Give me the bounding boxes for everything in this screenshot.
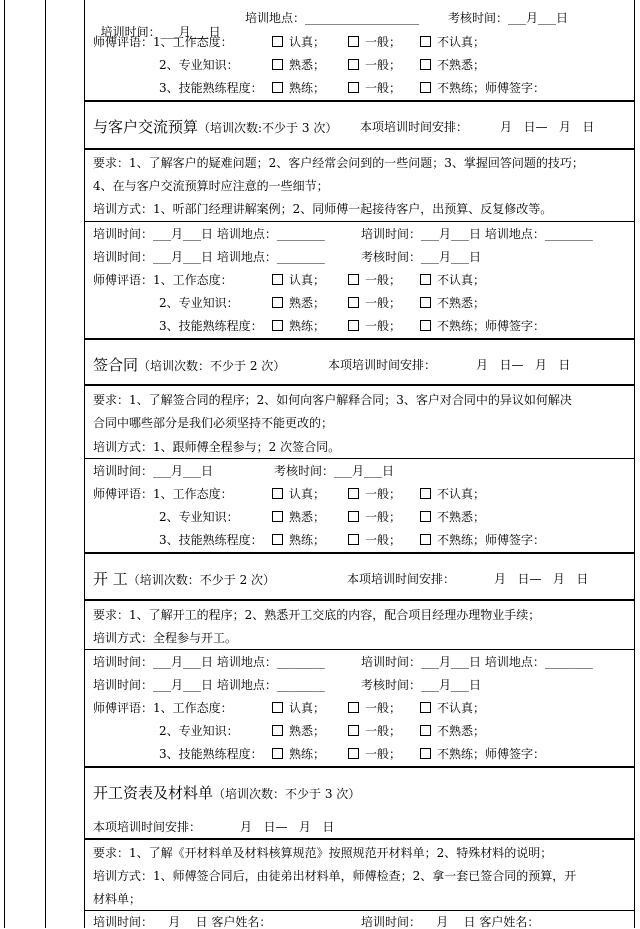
divider (84, 221, 634, 222)
opt: 一般； (365, 487, 402, 501)
s3-time-row-1b (361, 655, 593, 669)
text: 要求：1、了解开工的程序；2、熟悉开工交底的内容，配合项目经理办理物业手续； (93, 608, 541, 622)
text: 月 (171, 227, 184, 241)
blank: ___ (153, 464, 172, 478)
req-2a (93, 393, 572, 407)
s1-rating-3 (159, 319, 263, 333)
count-text: （培训次数：不少于 2 次） (127, 573, 276, 587)
checkbox[interactable] (272, 59, 283, 70)
rating-opt (272, 533, 325, 547)
rating-opt (272, 58, 325, 72)
checkbox[interactable] (420, 82, 431, 93)
blank: ___ (334, 464, 353, 478)
rating-opt (348, 701, 401, 715)
blank: ___ (364, 464, 383, 478)
label: 培训时间： (93, 655, 154, 669)
s3-rating-1 (93, 701, 233, 715)
top-place (245, 11, 419, 25)
s1-exam (361, 250, 481, 264)
rating-opt (348, 81, 401, 95)
text: 日 (469, 250, 482, 264)
s2-exam (274, 464, 394, 478)
blank: ________ (544, 227, 593, 241)
rating-opt (420, 296, 485, 310)
opt: 熟悉； (289, 58, 326, 72)
label: 本项培训时间安排： (93, 820, 202, 834)
opt: 一般； (365, 81, 402, 95)
blank: ___ (153, 678, 172, 692)
rating-row-2 (159, 58, 239, 72)
checkbox[interactable] (272, 274, 283, 285)
label: 考核时间： (274, 464, 335, 478)
s1-time-row-1b (361, 227, 593, 241)
s1-time-row-2 (93, 250, 325, 264)
rating-item: 1、工作态度： (153, 273, 233, 287)
checkbox[interactable] (348, 488, 359, 499)
signature-label: 师傅签字： (485, 81, 546, 95)
opt: 不熟悉； (437, 296, 486, 310)
opt: 不熟练； (437, 319, 486, 333)
rating-opt (272, 35, 325, 49)
opt: 不认真； (437, 35, 486, 49)
rating-opt (348, 533, 401, 547)
s1-rating-2 (159, 296, 239, 310)
top-exam (448, 11, 568, 25)
text: 要求：1、了解客户的疑难问题；2、客户经常会问到的一些问题；3、掌握回答问题的技巧； (93, 156, 584, 170)
rating-row-1 (93, 35, 233, 49)
divider (84, 766, 634, 768)
divider (84, 458, 634, 459)
label: 考核时间： (448, 11, 509, 25)
checkbox[interactable] (348, 534, 359, 545)
rating-item: 3、技能熟练程度： (159, 533, 263, 547)
section-title-3 (93, 570, 275, 589)
method-1 (93, 202, 552, 216)
text: 日 (469, 227, 482, 241)
rating-opt (420, 319, 545, 333)
schedule-tail-1 (500, 120, 594, 134)
text: 月 日— 月 日 (500, 120, 595, 134)
s4-last-row-a (93, 915, 271, 929)
blank: ________ (276, 227, 325, 241)
opt: 一般； (365, 296, 402, 310)
rating-opt (420, 701, 485, 715)
opt: 认真； (289, 487, 326, 501)
rating-opt (348, 747, 401, 761)
rating-label: 师傅评语： (93, 273, 154, 287)
rating-opt (348, 510, 401, 524)
checkbox[interactable] (348, 702, 359, 713)
count-text: （培训次数:不少于 3 次） (198, 121, 338, 135)
divider (84, 552, 634, 554)
schedule-2 (328, 358, 436, 372)
s3-rating-3 (159, 747, 263, 761)
checkbox[interactable] (420, 320, 431, 331)
blank: ___ (183, 678, 202, 692)
checkbox[interactable] (272, 36, 283, 47)
schedule-tail-4 (240, 820, 334, 834)
rating-opt (272, 296, 325, 310)
blank: ___ (451, 655, 470, 669)
rating-item: 3、技能熟练程度： (159, 319, 263, 333)
s1-time-row-1 (93, 227, 325, 241)
checkbox[interactable] (420, 748, 431, 759)
text: 要求：1、了解签合同的程序；2、如何向客户解释合同；3、客户对合同中的异议如何解决 (93, 393, 572, 407)
label: 培训地点： (484, 655, 545, 669)
s2-rating-2 (159, 510, 239, 524)
divider (84, 148, 634, 150)
frame-right-line (634, 0, 635, 928)
blank: ___ (183, 250, 202, 264)
checkbox[interactable] (272, 702, 283, 713)
text: 日 (201, 464, 214, 478)
signature-label: 师傅签字： (485, 747, 546, 761)
rating-label: 师傅评语： (93, 35, 154, 49)
opt: 熟练； (289, 81, 326, 95)
checkbox[interactable] (348, 82, 359, 93)
label: 培训时间： (100, 25, 161, 39)
label: 考核时间： (361, 678, 422, 692)
label: 本项培训时间安排： (360, 120, 469, 134)
opt: 不认真； (437, 487, 486, 501)
blank: ___ (153, 250, 172, 264)
section-title-4 (93, 784, 360, 803)
text: 日 (201, 227, 214, 241)
rating-opt (272, 81, 325, 95)
text: 月 (439, 250, 452, 264)
rating-item: 3、技能熟练程度： (159, 747, 263, 761)
label: 培训地点： (216, 678, 277, 692)
text: 月 (439, 227, 452, 241)
opt: 不熟练； (437, 747, 486, 761)
s2-rating-3 (159, 533, 263, 547)
count-text: （培训次数：不少于 2 次） (138, 359, 286, 373)
rating-opt (348, 319, 401, 333)
frame-line-2 (45, 0, 46, 928)
text: 月 (439, 678, 452, 692)
text: 月 (171, 250, 184, 264)
req-3 (93, 608, 540, 622)
signature-label: 师傅签字： (485, 533, 546, 547)
checkbox[interactable] (420, 36, 431, 47)
text: 月 日— 月 日 (240, 820, 335, 834)
rating-opt (348, 35, 401, 49)
checkbox[interactable] (272, 725, 283, 736)
label: 培训时间： (361, 655, 422, 669)
method-4b (93, 892, 141, 906)
blank: ___ (421, 250, 440, 264)
rating-label: 师傅评语： (93, 487, 154, 501)
rating-item: 1、工作态度： (153, 701, 233, 715)
rating-opt (420, 724, 485, 738)
frame-left-line (4, 0, 5, 928)
checkbox[interactable] (420, 702, 431, 713)
blank: ___ (153, 655, 172, 669)
blank: ___ (451, 678, 470, 692)
divider (84, 649, 634, 650)
blank: ___ (183, 655, 202, 669)
s3-time-row-2 (93, 678, 325, 692)
blank: ___________________ (305, 11, 420, 25)
label: 培训地点： (216, 227, 277, 241)
blank: ________ (544, 655, 593, 669)
rating-opt (420, 487, 485, 501)
checkbox[interactable] (420, 488, 431, 499)
rating-opt (420, 58, 485, 72)
blank: ________ (276, 250, 325, 264)
text: 月 (439, 655, 452, 669)
title-text: 与客户交流预算 (93, 118, 199, 136)
req-1b (93, 179, 329, 193)
text: 日 (208, 25, 221, 39)
count-text: （培训次数：不少于 3 次） (213, 787, 361, 801)
rating-opt (272, 747, 325, 761)
label: 本项培训时间安排： (328, 358, 437, 372)
blank: ___ (421, 678, 440, 692)
opt: 一般； (365, 747, 402, 761)
blank: ________ (276, 678, 325, 692)
rating-opt (348, 724, 401, 738)
opt: 认真； (289, 273, 326, 287)
section-title-2 (93, 356, 285, 375)
blank: ___ (153, 227, 172, 241)
rating-opt (348, 273, 401, 287)
opt: 认真； (289, 701, 326, 715)
opt: 一般； (365, 319, 402, 333)
rating-item: 3、技能熟练程度： (159, 81, 263, 95)
opt: 不熟悉； (437, 724, 486, 738)
checkbox[interactable] (272, 297, 283, 308)
blank: ___ (451, 250, 470, 264)
rating-opt (420, 81, 545, 95)
opt: 不熟悉； (437, 510, 486, 524)
label: 培训时间： (93, 250, 154, 264)
title-text: 开 工 (93, 570, 128, 588)
rating-opt (272, 510, 325, 524)
rating-opt (272, 273, 325, 287)
schedule-tail-2 (476, 358, 570, 372)
method-3 (93, 631, 237, 645)
s3-rating-2 (159, 724, 239, 738)
text: 日 (556, 11, 569, 25)
checkbox[interactable] (272, 82, 283, 93)
text: 要求：1、了解《开材料单及材料核算规范》按照规范开材料单；2、特殊材料的说明； (93, 846, 553, 860)
checkbox[interactable] (348, 725, 359, 736)
frame-line-3 (84, 0, 85, 928)
s2-time-row (93, 464, 213, 478)
opt: 一般； (365, 533, 402, 547)
checkbox[interactable] (272, 748, 283, 759)
checkbox[interactable] (348, 748, 359, 759)
rating-item: 1、工作态度： (153, 35, 233, 49)
text: 月 (526, 11, 539, 25)
opt: 熟练； (289, 747, 326, 761)
text: 日 (201, 655, 214, 669)
text: 月 (171, 678, 184, 692)
opt: 熟悉； (289, 296, 326, 310)
opt: 一般； (365, 510, 402, 524)
blank: ___ (183, 464, 202, 478)
text: 培训方式：1、师傅签合同后，由徒弟出材料单，师傅检查；2、拿一套已签合同的预算，开 (93, 869, 577, 883)
label: 培训时间： (93, 678, 154, 692)
blank: ___ (421, 227, 440, 241)
checkbox[interactable] (348, 511, 359, 522)
checkbox[interactable] (420, 534, 431, 545)
text: 月 (171, 655, 184, 669)
checkbox[interactable] (420, 297, 431, 308)
text: 月 日— 月 日 (494, 572, 589, 586)
signature-label: 师傅签字： (485, 319, 546, 333)
blank: ________ (276, 655, 325, 669)
checkbox[interactable] (420, 725, 431, 736)
blank: ___ (421, 655, 440, 669)
label: 培训地点： (484, 227, 545, 241)
label: 培训时间： (361, 227, 422, 241)
text: 月 (352, 464, 365, 478)
text: 培训方式：1、跟师傅全程参与；2 次签合同。 (93, 440, 341, 454)
text: 培训时间： 月 日 客户姓名： (93, 915, 272, 929)
text: 培训时间： 月 日 客户姓名： (361, 915, 540, 929)
rating-opt (420, 273, 485, 287)
schedule-3 (347, 572, 455, 586)
checkbox[interactable] (348, 297, 359, 308)
rating-opt (420, 533, 545, 547)
text: 月 (178, 25, 191, 39)
blank: ___ (508, 11, 527, 25)
opt: 不熟悉； (437, 58, 486, 72)
rating-opt (348, 58, 401, 72)
rating-item: 2、专业知识： (159, 296, 239, 310)
blank: ___ (190, 25, 209, 39)
req-1a (93, 156, 584, 170)
schedule-4 (93, 820, 201, 834)
blank: ___ (538, 11, 557, 25)
checkbox[interactable] (272, 534, 283, 545)
s3-time-row-1 (93, 655, 325, 669)
divider (84, 599, 634, 601)
rating-opt (420, 747, 545, 761)
opt: 熟悉； (289, 510, 326, 524)
label: 培训时间： (93, 227, 154, 241)
rating-opt (272, 319, 325, 333)
checkbox[interactable] (420, 511, 431, 522)
opt: 不认真； (437, 273, 486, 287)
label: 本项培训时间安排： (347, 572, 456, 586)
rating-opt (272, 701, 325, 715)
opt: 熟练； (289, 319, 326, 333)
label: 培训时间： (93, 464, 154, 478)
label: 培训地点： (216, 250, 277, 264)
method-4a (93, 869, 576, 883)
opt: 熟悉； (289, 724, 326, 738)
req-4 (93, 846, 552, 860)
section-title-1 (93, 118, 337, 137)
title-text: 签合同 (93, 356, 139, 374)
label: 考核时间： (361, 250, 422, 264)
req-2b (93, 416, 333, 430)
blank: ___ (451, 227, 470, 241)
opt: 一般； (365, 35, 402, 49)
rating-item: 2、专业知识： (159, 58, 239, 72)
text: 培训方式：全程参与开工。 (93, 631, 238, 645)
opt: 认真； (289, 35, 326, 49)
rating-label: 师傅评语： (93, 701, 154, 715)
checkbox[interactable] (272, 511, 283, 522)
divider (84, 910, 634, 911)
rating-opt (420, 35, 485, 49)
label: 培训地点： (245, 11, 306, 25)
checkbox[interactable] (348, 320, 359, 331)
checkbox[interactable] (348, 36, 359, 47)
rating-opt (272, 724, 325, 738)
text: 日 (382, 464, 395, 478)
rating-opt (348, 487, 401, 501)
title-text: 开工资表及材料单 (93, 784, 214, 802)
text: 合同中哪些部分是我们必须坚持不能更改的； (93, 416, 334, 430)
divider (84, 100, 634, 102)
text: 材料单； (93, 892, 142, 906)
text: 月 (171, 464, 184, 478)
checkbox[interactable] (420, 274, 431, 285)
method-2 (93, 440, 340, 454)
checkbox[interactable] (420, 59, 431, 70)
text: 日 (201, 678, 214, 692)
rating-opt (272, 487, 325, 501)
checkbox[interactable] (348, 274, 359, 285)
opt: 一般； (365, 701, 402, 715)
text: 日 (469, 655, 482, 669)
divider (84, 384, 634, 386)
text: 日 (201, 250, 214, 264)
text: 培训方式：1、听部门经理讲解案例；2、同师傅一起接待客户，出预算、反复修改等。 (93, 202, 553, 216)
opt: 不熟练； (437, 81, 486, 95)
text: 4、在与客户交流预算时应注意的一些细节； (93, 179, 329, 193)
s2-rating-1 (93, 487, 233, 501)
opt: 一般； (365, 724, 402, 738)
rating-opt (348, 296, 401, 310)
text: 月 日— 月 日 (476, 358, 571, 372)
s3-exam (361, 678, 481, 692)
text: 日 (469, 678, 482, 692)
opt: 不认真； (437, 701, 486, 715)
divider (84, 338, 634, 340)
opt: 一般； (365, 273, 402, 287)
opt: 一般； (365, 58, 402, 72)
schedule-tail-3 (494, 572, 588, 586)
rating-row-3 (159, 81, 263, 95)
rating-opt (420, 510, 485, 524)
checkbox[interactable] (272, 488, 283, 499)
rating-item: 2、专业知识： (159, 724, 239, 738)
checkbox[interactable] (348, 59, 359, 70)
blank: ___ (183, 227, 202, 241)
rating-item: 2、专业知识： (159, 510, 239, 524)
s4-last-row-b (361, 915, 539, 929)
label: 培训地点： (216, 655, 277, 669)
divider (84, 838, 634, 840)
blank: ___ (160, 25, 179, 39)
schedule-1 (360, 120, 468, 134)
checkbox[interactable] (272, 320, 283, 331)
rating-item: 1、工作态度： (153, 487, 233, 501)
opt: 熟练； (289, 533, 326, 547)
s1-rating-1 (93, 273, 233, 287)
opt: 不熟练； (437, 533, 486, 547)
